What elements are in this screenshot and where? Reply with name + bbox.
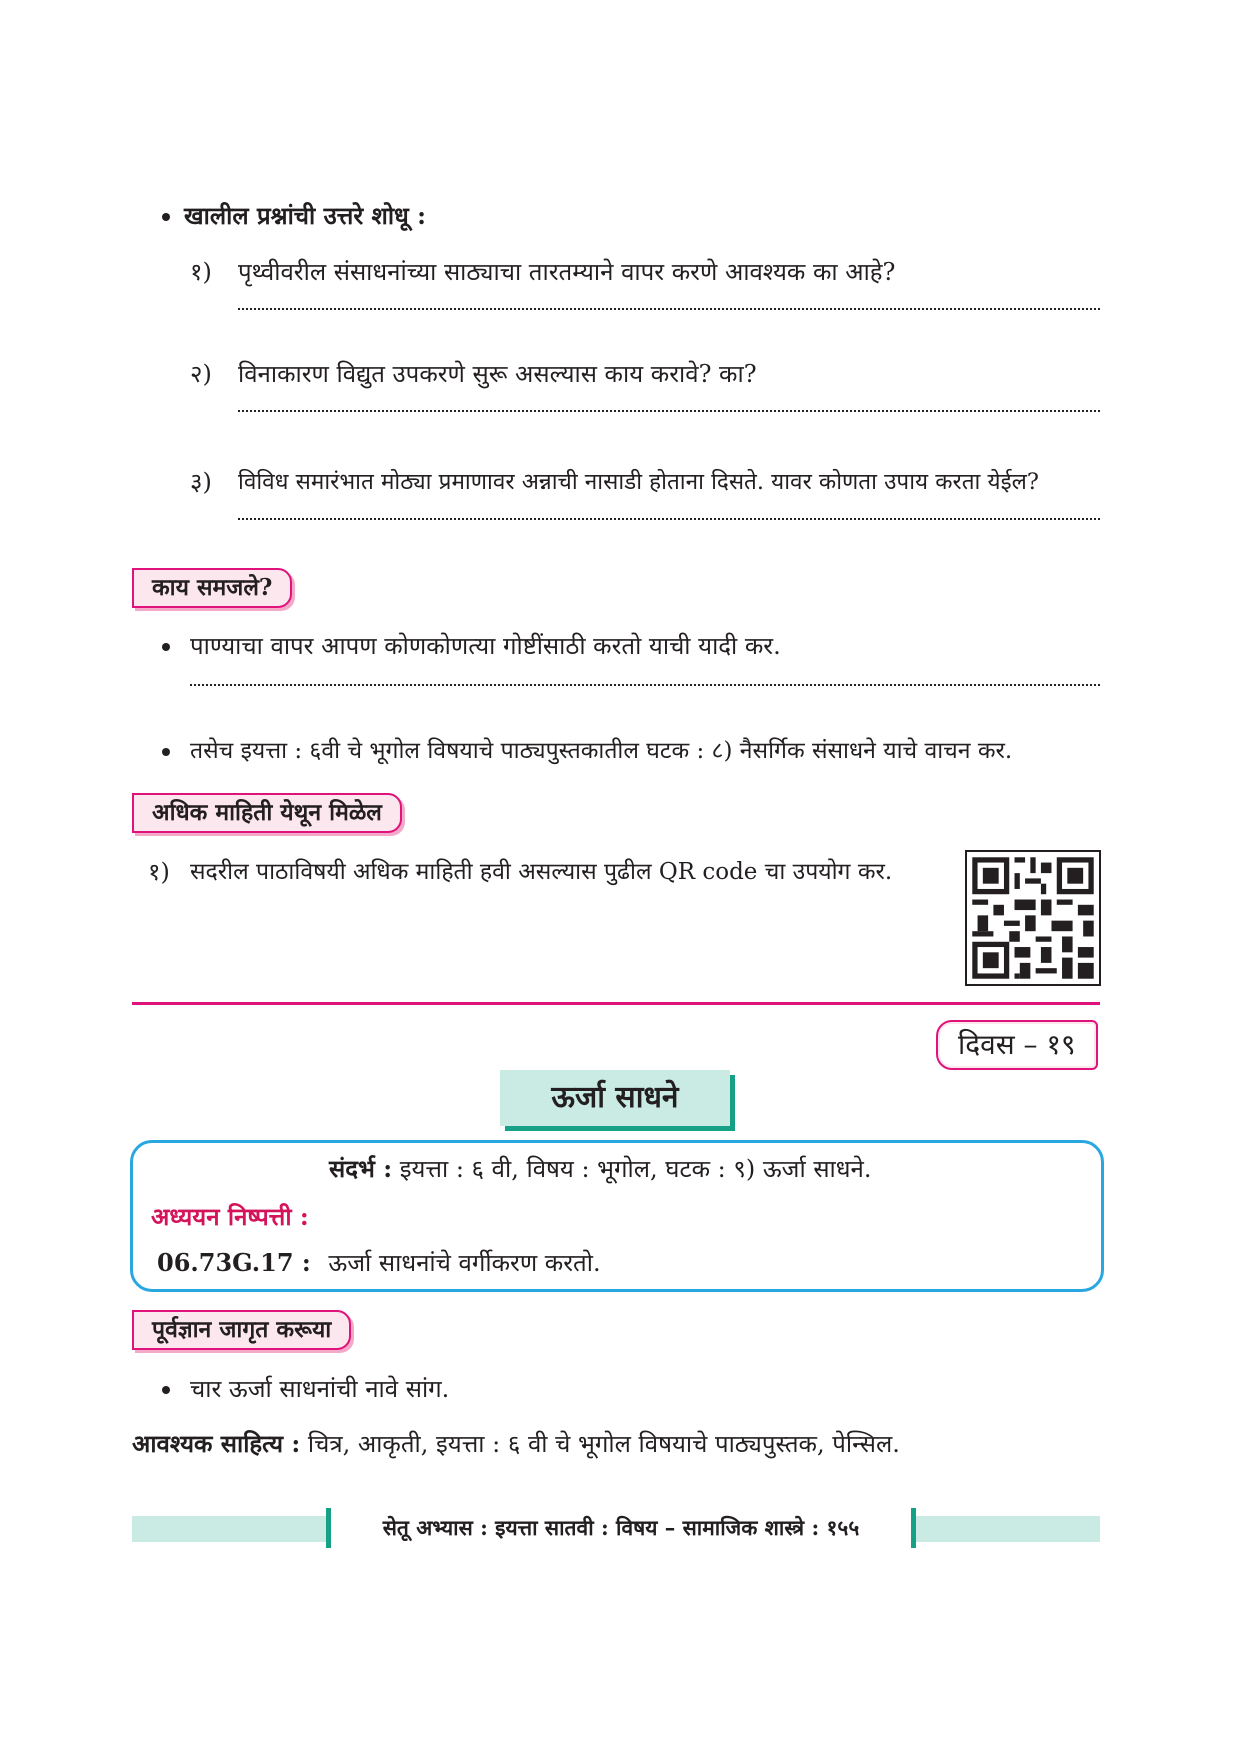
outcome-text: ऊर्जा साधनांचे वर्गीकरण करतो. — [328, 1249, 601, 1277]
more-info-text: सदरील पाठाविषयी अधिक माहिती हवी असल्यास पुढील QR code चा उपयोग कर. — [190, 859, 893, 885]
question-number: ३) — [190, 468, 212, 496]
reference-line — [329, 1153, 871, 1185]
understood-bullet-text: तसेच इयत्ता : ६वी चे भूगोल विषयाचे पाठ्यपुस्तकातील घटक : ८) नैसर्गिक संसाधने याचे वाचन कर. — [190, 738, 1013, 764]
bullet — [162, 213, 170, 221]
outcome-label: अध्ययन निष्पत्ती : — [151, 1202, 309, 1231]
footer-text: सेतू अभ्यास : इयत्ता सातवी : विषय – सामाजिक शास्त्रे : १५५ — [326, 1508, 916, 1548]
section-tag-understood: काय समजले? — [132, 568, 292, 608]
answer-line — [190, 680, 1100, 686]
materials-label: आवश्यक साहित्य : — [132, 1429, 301, 1458]
reference-label: संदर्भ : — [329, 1154, 393, 1183]
reference-text: इयत्ता : ६ वी, विषय : भूगोल, घटक : ९) ऊर्जा साधने. — [399, 1155, 872, 1183]
section-divider — [132, 1002, 1100, 1005]
outcome-line — [157, 1247, 601, 1279]
day-label: दिवस – १९ — [936, 1020, 1098, 1070]
section-tag-prior: पूर्वज्ञान जागृत करूया — [132, 1310, 351, 1350]
question-text: विविध समारंभात मोठ्या प्रमाणावर अन्नाची नासाडी होताना दिसते. यावर कोणता उपाय करता येईल? — [238, 469, 1039, 495]
bullet — [162, 643, 170, 651]
more-info-number: १) — [148, 858, 170, 886]
bullet — [162, 1386, 170, 1394]
question-text: पृथ्वीवरील संसाधनांच्या साठ्याचा तारतम्याने वापर करणे आवश्यक का आहे? — [238, 258, 896, 286]
lesson-title: ऊर्जा साधने — [500, 1070, 730, 1126]
understood-bullet-text: पाण्याचा वापर आपण कोणकोणत्या गोष्टींसाठी करतो याची यादी कर. — [190, 632, 781, 660]
questions-heading: खालील प्रश्नांची उत्तरे शोधू : — [184, 201, 427, 230]
answer-line — [238, 406, 1100, 412]
answer-line — [238, 304, 1100, 310]
question-number: १) — [190, 258, 212, 286]
materials-line — [132, 1428, 900, 1460]
prior-bullet-text: चार ऊर्जा साधनांची नावे सांग. — [190, 1375, 450, 1403]
answer-line — [238, 514, 1100, 520]
section-tag-more-info: अधिक माहिती येथून मिळेल — [132, 793, 402, 833]
qr-code-icon[interactable] — [965, 850, 1101, 986]
materials-text: चित्र, आकृती, इयत्ता : ६ वी चे भूगोल विषयाचे पाठ्यपुस्तक, पेन्सिल. — [307, 1430, 900, 1458]
reference-box — [130, 1140, 1104, 1292]
question-text: विनाकारण विद्युत उपकरणे सुरू असल्यास काय करावे? का? — [238, 360, 757, 388]
bullet — [162, 748, 170, 756]
question-number: २) — [190, 360, 212, 388]
outcome-code: 06.73G.17 : — [157, 1248, 311, 1277]
